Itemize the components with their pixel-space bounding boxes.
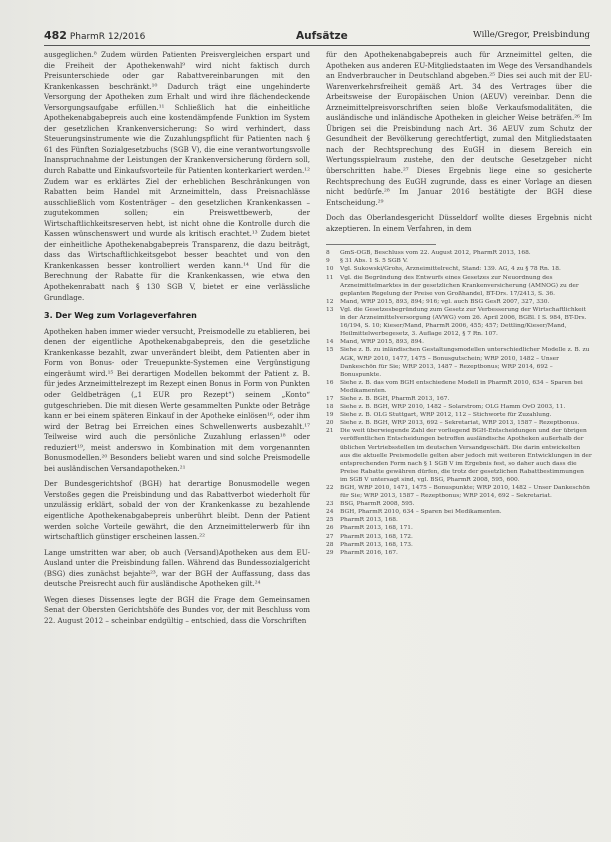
footnote bbox=[326, 541, 592, 549]
footnote bbox=[326, 533, 592, 541]
footnote-number: 15 bbox=[326, 347, 334, 354]
footnote bbox=[326, 508, 592, 516]
footnote-text: PharmR 2013, 168, 171. bbox=[340, 525, 413, 532]
page-number: 482 bbox=[44, 29, 67, 42]
footnote-number: 23 bbox=[326, 501, 334, 508]
footnote-text: Vgl. die Begründung des Entwurfs eines Gesetzes zur Neuordnung des Arzneimittelmarktes in der gesetzlichen Krankenversicherung (AMNOG) zu der geplanten Regelung der Preise von Großhandel, BT-Drs. 17/2413, S. 36. bbox=[340, 274, 579, 297]
footnote-number: 17 bbox=[326, 395, 334, 402]
footnote bbox=[326, 411, 592, 419]
footnote bbox=[326, 249, 592, 257]
footnote-text: Siehe z. B. zu inländischen Gestaltungsmodellen unterschiedlicher Modelle z. B. zu AGK, WRP 2010, 1477, 1475 – Bonusgutschein; WRP 2010, 1482 – Unser Dankeschön für Sie; WRP 2013, 1487 – Rezeptbonus; WRP 2014, 692 – Bonuspunkte. bbox=[340, 347, 590, 378]
footnote-text: PharmR 2016, 167. bbox=[340, 549, 398, 556]
footnote-text: Siehe z. B. das vom BGH entschiedene Modell in PharmR 2010, 634 – Sparen bei Medikamenten. bbox=[340, 379, 583, 394]
footnote-separator bbox=[326, 244, 436, 245]
footnote bbox=[326, 516, 592, 524]
footnote-number: 29 bbox=[326, 549, 334, 556]
footnote-number: 24 bbox=[326, 509, 334, 516]
body-paragraph: für den Apothekenabgabepreis auch für Arzneimittel gelten, die Apotheken aus anderen EU-Mitgliedstaaten im Wege des Versandhandels an Endverbraucher in Deutschland abgeben.²⁵ Dies sei auch mit der EU-Warenverkehrsfreiheit gemäß Art. 34 des Vertrages über die Arbeitsweise der Europäischen Union (AEUV) vereinbar. Denn die Arzneimittelpreisvorschriften seien bloße Verkaufsmodalitäten, die ausländische und inländische Apotheken in gleicher Weise beträfen.²⁶ Im Übrigen sei die Preisbindung nach Art. 36 AEUV zum Schutz der Gesundheit der Bevölkerung gerechtfertigt, zumal den Mitgliedstaaten nach der Rechtsprechung des EuGH in diesem Bereich ein Wertungsspielraum zustehe, den der deutsche Gesetzgeber nicht überschritten habe.²⁷ Dieses Ergebnis liege eine so gesicherte Rechtsprechung des EuGH zugrunde, dass es einer Vorlage an diesen nicht bedürfe.²⁸ Im Januar 2016 bestätigte der BGH diese Entscheidung.²⁹ bbox=[326, 50, 592, 207]
footnote-number: 8 bbox=[326, 250, 330, 257]
section-title: Aufsätze bbox=[296, 30, 348, 42]
footnote-text: GmS-OGB, Beschluss vom 22. August 2012, PharmR 2013, 168. bbox=[340, 250, 531, 257]
footnote-text: Mand, WRP 2015, 893, 894; 916; vgl. auch BSG GesR 2007, 327, 330. bbox=[340, 298, 550, 305]
footnote-number: 21 bbox=[326, 428, 334, 435]
footnote bbox=[326, 395, 592, 403]
footnote-list bbox=[326, 249, 592, 557]
footnote bbox=[326, 346, 592, 378]
footnote bbox=[326, 379, 592, 395]
footnote bbox=[326, 419, 592, 427]
footnote-text: PharmR 2013, 168, 173. bbox=[340, 541, 413, 548]
footnote-text: BSG, PharmR 2008, 595. bbox=[340, 501, 415, 508]
footnote-text: Siehe z. B. BGH, PharmR 2013, 167. bbox=[340, 395, 450, 402]
page-header bbox=[44, 26, 590, 46]
footnote bbox=[326, 257, 592, 265]
footnote-text: PharmR 2013, 168, 172. bbox=[340, 533, 413, 540]
footnote bbox=[326, 306, 592, 338]
footnote-text: § 31 Abs. 1 S. 5 SGB V. bbox=[340, 258, 408, 265]
footnote-text: Siehe z. B. BGH, WRP 2010, 1482 – Solarstrom; OLG Hamm OvO 2003, 11. bbox=[340, 404, 566, 411]
footnote-number: 22 bbox=[326, 485, 334, 492]
body-paragraph: Wegen dieses Dissenses legte der BGH die Frage dem Gemeinsamen Senat der Obersten Gerichtshöfe des Bundes vor, der mit Beschluss vom 22. August 2012 – scheinbar endgültig – entschied, dass die Vorschriften bbox=[44, 594, 310, 625]
footnote-text: Mand, WRP 2015, 893, 894. bbox=[340, 339, 425, 346]
footnote bbox=[326, 274, 592, 298]
footnote-number: 28 bbox=[326, 541, 334, 548]
footnote-number: 16 bbox=[326, 379, 334, 386]
footnote-text: Vgl. die Gesetzesbegründung zum Gesetz zur Verbesserung der Wirtschaftlichkeit in der Arzneimittelversorgung (AVWG) vom 26. April 2006, BGBl. I S. 984, BT-Drs. 16/194, S. 10; Kieser/Mand, PharmR 2006, 455; 457; Dettling/Kieser/Mand, Heilmittelwerbegesetz, 3. Auflage 2012, § 7 Rn. 107. bbox=[340, 306, 587, 338]
running-authors: Wille/Gregor, Preisbindung bbox=[473, 30, 590, 40]
footnote bbox=[326, 265, 592, 273]
footnote-text: Die weit überwiegende Zahl der vorliegend BGH-Entscheidungen und der übrigen veröffentlichen Entscheidungen betroffen ausländische Apotheken außerhalb der üblichen Vertriebsstellen im deutschen Versandgeschäft. Die darin entwickelten aus die aktuelle Preismodelle gelten aber jedoch mit weiteren Entwicklungen in der entsprechenden Form nach § 1 SGB V im Ergebnis fest, so daher auch dass die Preise Rabatte gewähren dürfen, die trotz der gesetzlichen Rabattbestimmungen im SGB V untersagt sind, vgl. BSG, PharmR 2008, 595, 600. bbox=[340, 428, 592, 483]
footnote-text: BGH, PharmR 2010, 634 – Sparen bei Medikamenten. bbox=[340, 509, 502, 516]
right-column bbox=[326, 50, 592, 557]
footnote-number: 18 bbox=[326, 404, 334, 411]
footnote-number: 25 bbox=[326, 517, 334, 524]
footnote-text: Siehe z. B. BGH, WRP 2013, 692 – Sekretariat, WRP 2013, 1587 – Rezeptbonus. bbox=[340, 420, 580, 427]
footnote-number: 11 bbox=[326, 274, 334, 281]
section-heading: 3. Der Weg zum Vorlageverfahren bbox=[44, 311, 197, 321]
footnote bbox=[326, 427, 592, 484]
body-paragraph: Doch das Oberlandesgericht Düsseldorf wollte dieses Ergebnis nicht akzeptieren. In einem Verfahren, in dem bbox=[326, 213, 592, 233]
footnote bbox=[326, 298, 592, 306]
footnote-number: 19 bbox=[326, 412, 334, 419]
footnote bbox=[326, 524, 592, 532]
body-paragraph: Apotheken haben immer wieder versucht, Preismodelle zu etablieren, bei denen der eigentliche Apothekenabgabepreis, den die gesetzliche Krankenkasse bezahlt, zwar unverändert bleibt, dem Patienten aber in Form von Bonus- oder Treuepunkte-Systemen eine Vergünstigung eingeräumt wird.¹⁵ Bei derartigen Modellen bekommt der Patient z. B. für jedes Arzneimittelrezept im Rezept einen Bonus in Form von Punkten oder Geldbeträgen („1 EUR pro Rezept“) seinem „Konto“ gutgeschrieben. Die mit diesen Werte gesammelten Punkte oder Beträge kann er bei einem späteren Einkauf in der Apotheke einlösen¹⁶, oder ihm wird der Betrag bei Erreichen eines Schwellenwerts ausbezahlt.¹⁷ Teilweise wird auch die persönliche Zuzahlung erlassen¹⁸ oder reduziert¹⁹, meist anderswo in Kombination mit dem vorgenannten Bonusmodellen.²⁰ Besonders beliebt waren und sind solche Preismodelle bei ausländischen Versandapotheken.²¹ bbox=[44, 326, 310, 473]
journal-name: PharmR 12/2016 bbox=[69, 32, 146, 42]
header-left bbox=[44, 29, 145, 42]
footnote-text: PharmR 2013, 168. bbox=[340, 517, 398, 524]
footnote-number: 9 bbox=[326, 258, 330, 265]
footnote-text: BGH, WRP 2010, 1471, 1475 – Bonuspunkte; WRP 2010, 1482 – Unser Dankeschön für Sie; WRP 2013, 1587 – Rezeptbonus; WRP 2014, 692 – Sekretariat. bbox=[340, 485, 590, 500]
footnote bbox=[326, 338, 592, 346]
footnote bbox=[326, 403, 592, 411]
body-paragraph: ausgeglichen.⁸ Zudem würden Patienten Preisvergleichen erspart und die Freiheit der Apothekenwahl⁹ wird nicht faktisch durch Preisunterschiede oder gar Rabattvereinbarungen mit den Krankenkassen beschränkt.¹⁰ Dadurch trägt eine ungehinderte Versorgung der Apotheken zum Erhalt und wird ihre flächendeckende Versorgungsaufgabe erfüllen.¹¹ Schließlich hat die einheitliche Apothekenabgabepreis auch eine kostendämpfende Funktion im System der gesetzlichen Krankenversicherung: So wird verhindert, dass Steuerungsinstrumente wie die Zuzahlungspflicht für Patienten nach § 61 des Fünften Sozialgesetzbuchs (SGB V), die eine verantwortungsvolle Inanspruchnahme der Leistungen der Krankenversicherung fördern soll, durch Rabatte und Einkaufsvorteile für Patienten konterkariert werden.¹² Zudem war es erklärtes Ziel der erheblichen Beschränkungen von Rabatten beim Handel mit Arzneimitteln, dass Preisnachlässe ausschließlich vom Kostenträger – den gesetzlichen Krankenkassen – zugutekommen sollen; ein Preiswettbewerb, der Wirtschaftlichkeitsreserven hebt, ist nicht ohne die Kontrolle durch die Kassen wünschenswert und wurde als kritisch erachtet.¹³ Zudem bietet der einheitliche Apothekenabgabepreis Transparenz, die dazu beiträgt, dass das Wirtschaftlichkeitsgebot besser beachtet und von den Krankenkassen besser kontrolliert werden kann.¹⁴ Und für die Berechnung der Rabatte für die Krankenkassen, wie etwa den Apothekenrabatt nach § 130 SGB V, bietet er eine verlässliche Grundlage. bbox=[44, 50, 310, 302]
body-paragraph: Der Bundesgerichtshof (BGH) hat derartige Bonusmodelle wegen Verstoßes gegen die Preisbindung und das Rabattverbot wiederholt für unzulässig erklärt, sobald der von der Krankenkasse zu bezahlende eigentliche Apothekenabgabepreis unberührt bleibt. Denn der Patient werden solche Vorteile gewährt, die den Arzneimittelerwerb für ihn wirtschaftlich günstiger erscheinen lassen.²² bbox=[44, 479, 310, 542]
footnote-number: 13 bbox=[326, 306, 334, 313]
footnote-text: Siehe z. B. OLG Stuttgart, WRP 2012, 112 – Stichworte für Zuzahlung. bbox=[340, 412, 552, 419]
footnote bbox=[326, 500, 592, 508]
footnote-number: 26 bbox=[326, 525, 334, 532]
footnote bbox=[326, 484, 592, 500]
footnote-number: 14 bbox=[326, 339, 334, 346]
footnote bbox=[326, 549, 592, 557]
footnote-number: 27 bbox=[326, 533, 334, 540]
footnote-number: 12 bbox=[326, 298, 334, 305]
footnote-number: 20 bbox=[326, 420, 334, 427]
left-column bbox=[44, 50, 310, 631]
footnote-text: Vgl. Sukowski/Grohs, Arzneimittelrecht, Stand: 139. AG, 4 zu § 78 Rn. 18. bbox=[340, 266, 561, 273]
footnote-number: 10 bbox=[326, 266, 334, 273]
body-paragraph: Lange umstritten war aber, ob auch (Versand)Apotheken aus dem EU-Ausland unter die Preisbindung fallen. Während das Bundessozialgericht (BSG) dies zunächst bejahte²³, war der BGH der Auffassung, dass das deutsche Preisrecht auch für ausländische Apotheken gilt.²⁴ bbox=[44, 547, 310, 589]
